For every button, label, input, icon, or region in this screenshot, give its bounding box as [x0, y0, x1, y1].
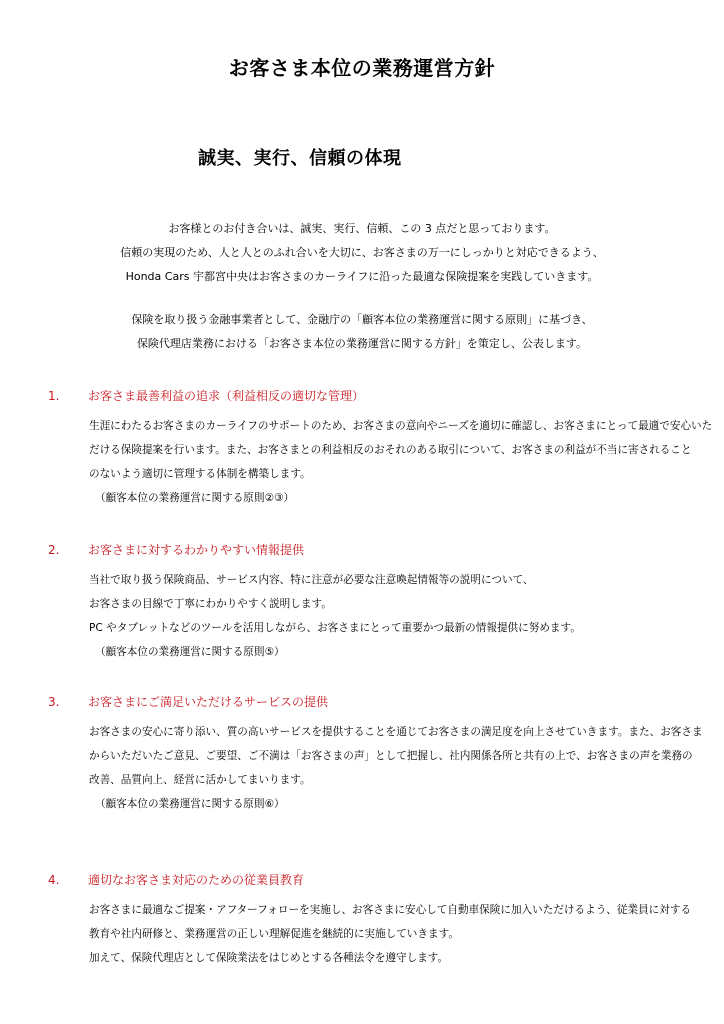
intro-line: 信頼の実現のため、人と人とのふれ合いを大切に、お客さまの万一にしっかりと対応できるよう、 — [120, 246, 604, 259]
section-title: 適切なお客さま対応のための従業員教育 — [88, 873, 305, 887]
section-title: お客さまに対するわかりやすい情報提供 — [88, 543, 305, 557]
intro-paragraph-2 — [0, 308, 724, 356]
section-2-heading — [48, 541, 304, 558]
body-line: からいただいたご意見、ご要望、ご不満は「お客さまの声」として把握し、社内関係各所と共有の上で、お客さまの声を業務の — [89, 750, 693, 762]
section-1-body — [89, 414, 713, 510]
body-line: お客さまに最適なご提案・アフターフォローを実施し、お客さまに安心して自動車保険に加入いただけるよう、従業員に対する — [89, 904, 692, 916]
intro-line: 保険代理店業務における「お客さま本位の業務運営に関する方針」を策定し、公表します。 — [136, 337, 588, 350]
section-number: 4. — [48, 873, 60, 887]
section-4-body — [89, 898, 694, 970]
section-number: 1. — [48, 389, 60, 403]
principle-reference: （顧客本位の業務運営に関する原則⑤） — [95, 646, 285, 658]
body-line: のないよう適切に管理する体制を構築します。 — [89, 468, 311, 480]
principle-reference: （顧客本位の業務運営に関する原則⑥） — [95, 798, 285, 810]
intro-line: 保険を取り扱う金融事業者として、金融庁の「顧客本位の業務運営に関する原則」に基づき、 — [131, 313, 593, 326]
intro-paragraph-1 — [0, 217, 724, 289]
body-line: 教育や社内研修と、業務運営の正しい理解促進を継続的に実施していきます。 — [89, 928, 459, 940]
body-line: お客さまの目線で丁寧にわかりやすく説明します。 — [89, 598, 332, 610]
intro-line: Honda Cars 宇都宮中央はお客さまのカーライフに沿った最適な保険提案を実践していきます。 — [125, 270, 599, 283]
body-line: 改善、品質向上、経営に活かしてまいります。 — [89, 774, 311, 786]
intro-line: お客様とのお付き合いは、誠実、実行、信頼、この 3 点だと思っております。 — [168, 222, 556, 235]
section-title: お客さま最善利益の追求（利益相反の適切な管理） — [88, 389, 365, 403]
document-title: お客さま本位の業務運営方針 — [228, 56, 496, 80]
principle-reference: （顧客本位の業務運営に関する原則②③） — [95, 492, 295, 504]
section-number: 3. — [48, 695, 60, 709]
section-1-heading — [48, 387, 364, 404]
body-line: お客さまの安心に寄り添い、質の高いサービスを提供することを通じてお客さまの満足度を向上させていきます。また、お客さま — [89, 726, 703, 738]
body-line: 加えて、保険代理店として保険業法をはじめとする各種法令を遵守します。 — [89, 952, 449, 964]
section-title: お客さまにご満足いただけるサービスの提供 — [88, 695, 329, 709]
body-line: 生涯にわたるお客さまのカーライフのサポートのため、お客さまの意向やニーズを適切に確認し、お客さまにとって最適で安心いた — [89, 420, 713, 432]
section-4-heading — [48, 871, 304, 888]
section-number: 2. — [48, 543, 60, 557]
section-3-heading — [48, 693, 328, 710]
section-3-body — [89, 720, 703, 816]
body-line: 当社で取り扱う保険商品、サービス内容、特に注意が必要な注意喚起情報等の説明について、 — [89, 574, 534, 586]
body-line: だける保険提案を行います。また、お客さまとの利益相反のおそれのある取引について、お客さまの利益が不当に害されること — [89, 444, 692, 456]
body-line: PC やタブレットなどのツールを活用しながら、お客さまにとって重要かつ最新の情報提供に努めます。 — [89, 622, 581, 634]
document-subtitle: 誠実、実行、信頼の体現 — [198, 148, 402, 169]
section-2-body — [89, 568, 694, 664]
